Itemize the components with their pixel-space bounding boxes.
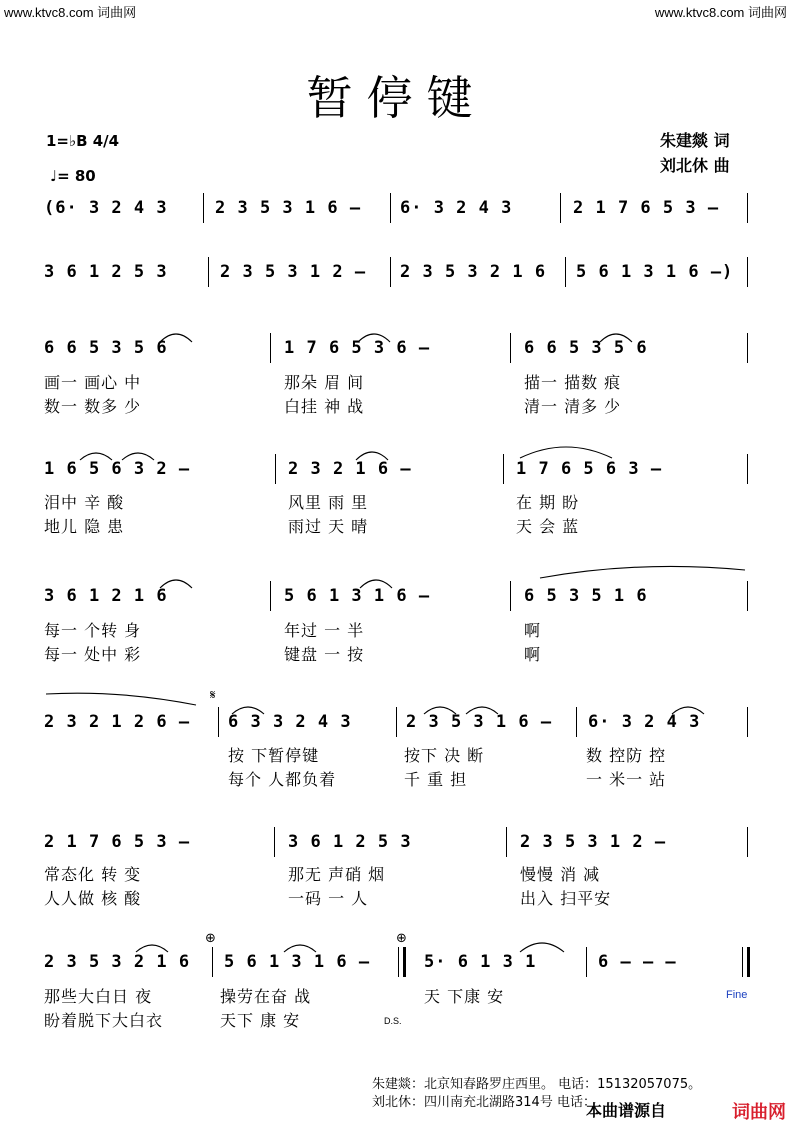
measure-6-4: 6· 3 2 4 3 [588, 712, 701, 732]
lyric-4-3b: 天 会 蓝 [516, 517, 580, 536]
measure-2-4: 5 6 1 3 1 6 —) [576, 262, 734, 282]
lyric-3-1a: 画一 画心 中 [44, 373, 142, 392]
lyric-3-1b: 数一 数多 少 [44, 397, 142, 416]
measure-6-3: 2 3 5 3 1 6 — [406, 712, 553, 732]
measure-1-4: 2 1 7 6 5 3 — [573, 198, 720, 218]
lyricist-credit: 朱建燚 词 [660, 131, 730, 150]
lyric-8-3a: 天 下康 安 [424, 987, 505, 1006]
measure-1-3: 6· 3 2 4 3 [400, 198, 513, 218]
measure-7-2: 3 6 1 2 5 3 [288, 832, 412, 852]
slur [424, 707, 456, 714]
slur [360, 580, 392, 588]
footer-contact-2: 刘北休：四川南充北湖路314号 电话： [372, 1095, 596, 1110]
lyric-3-3b: 清一 清多 少 [524, 397, 622, 416]
measure-1-2: 2 3 5 3 1 6 — [215, 198, 362, 218]
coda-mark-2: ⊕ [396, 931, 407, 946]
measure-7-3: 2 3 5 3 1 2 — [520, 832, 667, 852]
slur [466, 707, 498, 714]
measure-4-3: 1 7 6 5 6 3 — [516, 459, 663, 479]
lyric-7-1b: 人人做 核 酸 [44, 889, 142, 908]
measure-3-1: 6 6 5 3 5 6 [44, 338, 168, 358]
lyric-6-3b: 千 重 担 [404, 770, 468, 789]
lyric-8-1a: 那些大白日 夜 [44, 987, 153, 1006]
measure-3-3: 6 6 5 3 5 6 [524, 338, 648, 358]
slur [520, 447, 612, 458]
slur [232, 707, 264, 714]
coda-mark: ⊕ [205, 931, 216, 946]
lyric-6-4b: 一 米一 站 [586, 770, 667, 789]
lyric-5-3a: 啊 [524, 621, 542, 640]
segno-mark: 𝄋 [210, 688, 216, 703]
lyric-4-1a: 泪中 辛 酸 [44, 493, 125, 512]
lyric-5-1b: 每一 处中 彩 [44, 645, 142, 664]
slur [160, 580, 192, 588]
slur [46, 693, 196, 705]
lyric-7-3a: 慢慢 消 减 [520, 865, 601, 884]
lyric-4-1b: 地儿 隐 患 [44, 517, 125, 536]
measure-6-2: 6 3 3 2 4 3 [228, 712, 352, 732]
lyric-8-2a: 操劳在奋 战 [220, 987, 312, 1006]
site-watermark-left: www.ktvc8.com 词曲网 [4, 5, 137, 20]
lyric-6-3a: 按下 决 断 [404, 746, 485, 765]
source-note: 本曲谱源自 [586, 1101, 667, 1120]
key-signature: 1=♭B 4/4 [46, 132, 120, 150]
measure-6-1: 2 3 2 1 2 6 — [44, 712, 191, 732]
measure-2-3: 2 3 5 3 2 1 6 [400, 262, 547, 282]
measure-5-2: 5 6 1 3 1 6 — [284, 586, 431, 606]
lyric-8-2b: 天下 康 安 [220, 1011, 301, 1030]
site-watermark-right: www.ktvc8.com 词曲网 [654, 5, 787, 20]
site-logo: 词曲网 [732, 1102, 786, 1123]
composer-credit: 刘北休 曲 [660, 156, 730, 175]
lyric-7-2a: 那无 声硝 烟 [288, 865, 386, 884]
slur [284, 945, 316, 952]
fine-mark: Fine [726, 989, 748, 1001]
measure-8-2: 5 6 1 3 1 6 — [224, 952, 371, 972]
slur [358, 334, 390, 342]
lyric-7-3b: 出入 扫平安 [520, 889, 612, 908]
measure-8-4: 6 — — — [598, 952, 677, 972]
lyric-4-2a: 风里 雨 里 [288, 493, 369, 512]
lyric-6-2b: 每个 人都负着 [228, 770, 337, 789]
measure-8-3: 5· 6 1 3 1 [424, 952, 537, 972]
measure-4-2: 2 3 2 1 6 — [288, 459, 412, 479]
lyric-6-2a: 按 下暂停键 [228, 746, 320, 765]
measure-2-2: 2 3 5 3 1 2 — [220, 262, 367, 282]
slur [540, 566, 745, 578]
slur [520, 943, 564, 952]
measure-3-2: 1 7 6 5 3 6 — [284, 338, 431, 358]
measure-7-1: 2 1 7 6 5 3 — [44, 832, 191, 852]
tempo-marking: ♩= 80 [50, 167, 96, 185]
slur [356, 452, 388, 460]
slur [600, 334, 632, 342]
slur [672, 707, 704, 714]
lyric-5-2a: 年过 一 半 [284, 621, 365, 640]
lyric-5-3b: 啊 [524, 645, 542, 664]
footer-contact-1: 朱建燚：北京知春路罗庄西里。 电话：15132057075。 [372, 1077, 702, 1092]
measure-1-1: (6· 3 2 4 3 [44, 198, 168, 218]
measure-4-1: 1 6 5 6 3 2 — [44, 459, 191, 479]
lyric-3-2a: 那朵 眉 间 [284, 373, 365, 392]
ds-mark: D.S. [384, 1016, 402, 1026]
measure-2-1: 3 6 1 2 5 3 [44, 262, 168, 282]
lyric-7-2b: 一码 一 人 [288, 889, 369, 908]
lyric-3-3a: 描一 描数 痕 [524, 373, 622, 392]
song-title: 暂停键 [306, 71, 487, 125]
lyric-5-2b: 键盘 一 按 [284, 645, 365, 664]
lyric-3-2b: 白挂 神 战 [284, 397, 365, 416]
slur [136, 945, 168, 952]
lyric-6-4a: 数 控防 控 [586, 746, 667, 765]
measure-5-1: 3 6 1 2 1 6 [44, 586, 168, 606]
slur [80, 453, 112, 460]
measure-8-1: 2 3 5 3 2 1 6 [44, 952, 191, 972]
slur [122, 453, 154, 460]
lyric-7-1a: 常态化 转 变 [44, 865, 142, 884]
measure-5-3: 6 5 3 5 1 6 [524, 586, 648, 606]
lyric-8-1b: 盼着脱下大白衣 [44, 1011, 164, 1030]
lyric-4-2b: 雨过 天 晴 [288, 517, 369, 536]
lyric-4-3a: 在 期 盼 [516, 493, 580, 512]
slur [160, 334, 192, 342]
lyric-5-1a: 每一 个转 身 [44, 621, 142, 640]
